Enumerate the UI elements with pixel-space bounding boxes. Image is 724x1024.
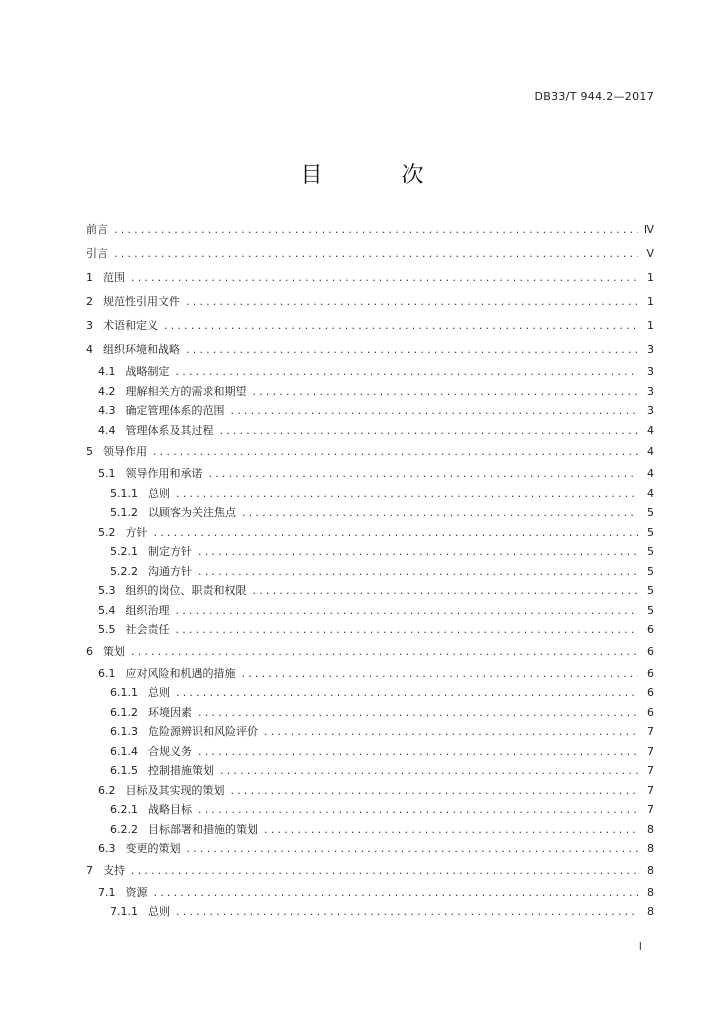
- toc-entry[interactable]: [86, 859, 654, 883]
- toc-entry-number: 6.3: [98, 842, 116, 855]
- table-of-contents: [86, 218, 654, 922]
- dot-leader: [231, 401, 639, 421]
- toc-entry-title: 应对风险和机遇的措施: [125, 666, 236, 680]
- toc-entry-page: 8: [647, 905, 654, 918]
- toc-entry-page: 4: [647, 467, 654, 480]
- dot-leader: [253, 382, 639, 402]
- toc-entry-number: 5.2.1: [110, 545, 138, 558]
- toc-entry-number: 4.4: [98, 423, 116, 437]
- toc-entry-title: 目标及其实现的策划: [125, 783, 225, 797]
- toc-entry-number: 6.2.1: [110, 803, 138, 816]
- toc-entry-title: 方针: [125, 525, 148, 539]
- toc-entry-title: 制定方针: [148, 545, 192, 558]
- toc-entry[interactable]: [86, 218, 654, 242]
- toc-entry-number: 2: [86, 295, 93, 308]
- dot-leader: [198, 562, 638, 582]
- toc-entry-page: 4: [647, 423, 654, 437]
- dot-leader: [242, 664, 639, 684]
- dot-leader: [153, 440, 638, 464]
- toc-entry-title: 领导作用和承诺: [125, 467, 203, 480]
- toc-entry-number: 6.1.5: [110, 764, 138, 777]
- dot-leader: [264, 722, 638, 742]
- dot-leader: [198, 703, 638, 723]
- toc-entry-page: 5: [647, 525, 654, 539]
- toc-entry-title: 战略制定: [125, 365, 170, 378]
- toc-entry[interactable]: [86, 820, 654, 840]
- document-code: DB33/T 944.2—2017: [534, 90, 654, 103]
- toc-entry-page: 3: [647, 384, 654, 398]
- toc-entry-title: 总则: [148, 905, 170, 918]
- toc-entry-page: 8: [647, 822, 654, 836]
- toc-entry-title: 术语和定义: [103, 319, 158, 332]
- toc-entry-page: 5: [647, 603, 654, 617]
- toc-entry-number: 4.1: [98, 365, 116, 378]
- toc-entry-number: 5.1.1: [110, 486, 138, 500]
- toc-entry-page: 6: [647, 644, 654, 658]
- toc-entry-page: 5: [647, 564, 654, 578]
- toc-entry[interactable]: [86, 683, 654, 703]
- toc-entry[interactable]: [86, 581, 654, 601]
- toc-entry-number: 1: [86, 271, 93, 284]
- dot-leader: [154, 523, 639, 543]
- toc-entry[interactable]: [86, 421, 654, 441]
- toc-entry-title: 支持: [103, 863, 125, 877]
- toc-entry-title: 社会责任: [125, 623, 170, 636]
- toc-entry-page: 6: [647, 623, 654, 636]
- toc-entry-page: 7: [647, 783, 654, 797]
- toc-entry-page: 3: [647, 343, 654, 356]
- toc-entry-page: 3: [647, 365, 654, 378]
- toc-entry-number: 4.2: [98, 384, 116, 398]
- toc-entry[interactable]: [86, 542, 654, 562]
- toc-entry-number: 6.1.4: [110, 744, 138, 758]
- toc-entry[interactable]: [86, 800, 654, 820]
- toc-entry[interactable]: [86, 640, 654, 664]
- toc-entry-title: 策划: [103, 644, 125, 658]
- dot-leader: [131, 859, 638, 883]
- toc-entry-number: 5.5: [98, 623, 116, 636]
- toc-entry-title: 前言: [86, 223, 108, 236]
- dot-leader: [176, 601, 639, 621]
- toc-entry-title: 总则: [148, 486, 170, 500]
- toc-entry-number: 6.1.3: [110, 725, 138, 738]
- dot-leader: [176, 484, 638, 504]
- toc-entry-page: 7: [647, 725, 654, 738]
- toc-entry[interactable]: [86, 382, 654, 402]
- dot-leader: [264, 820, 638, 840]
- toc-entry[interactable]: [86, 781, 654, 801]
- toc-entry-title: 管理体系及其过程: [125, 423, 214, 437]
- toc-entry[interactable]: [86, 703, 654, 723]
- toc-entry-title: 合规义务: [148, 744, 192, 758]
- toc-entry-page: 1: [647, 295, 654, 308]
- dot-leader: [220, 421, 639, 441]
- toc-entry-title: 规范性引用文件: [103, 295, 180, 308]
- toc-entry-page: 6: [647, 686, 654, 699]
- toc-entry[interactable]: [86, 242, 654, 266]
- toc-entry-page: 8: [647, 863, 654, 877]
- page-number: Ⅰ: [638, 940, 642, 953]
- dot-leader: [209, 464, 639, 484]
- toc-entry-title: 理解相关方的需求和期望: [125, 384, 247, 398]
- toc-entry-number: 5: [86, 445, 93, 458]
- toc-entry-number: 7.1: [98, 885, 116, 899]
- toc-entry[interactable]: [86, 464, 654, 484]
- toc-entry-number: 6.1: [98, 666, 116, 680]
- toc-entry-title: 危险源辨识和风险评价: [148, 725, 258, 738]
- dot-leader: [231, 781, 639, 801]
- toc-entry[interactable]: [86, 523, 654, 543]
- toc-entry-number: 5.3: [98, 584, 116, 597]
- dot-leader: [131, 640, 638, 664]
- toc-entry-title: 目标部署和措施的策划: [148, 822, 258, 836]
- toc-entry[interactable]: [86, 401, 654, 421]
- toc-entry-number: 7.1.1: [110, 905, 138, 918]
- dot-leader: [198, 542, 638, 562]
- toc-entry-title: 以顾客为关注焦点: [148, 506, 236, 519]
- toc-entry-number: 6.1.1: [110, 686, 138, 699]
- toc-entry-title: 沟通方针: [148, 564, 192, 578]
- toc-entry-title: 领导作用: [103, 445, 147, 458]
- toc-entry-number: 5.2.2: [110, 564, 138, 578]
- page-title: 目 次: [300, 163, 460, 188]
- dot-leader: [187, 839, 639, 859]
- toc-entry[interactable]: [86, 290, 654, 314]
- toc-entry-title: 总则: [148, 686, 170, 699]
- toc-entry[interactable]: [86, 664, 654, 684]
- toc-entry[interactable]: [86, 484, 654, 504]
- toc-entry-page: 5: [647, 545, 654, 558]
- toc-entry-title: 环境因素: [148, 705, 192, 719]
- toc-entry-title: 组织环境和战略: [103, 343, 180, 356]
- toc-entry-title: 确定管理体系的范围: [125, 404, 225, 417]
- toc-entry-page: 1: [647, 319, 654, 332]
- toc-entry-page: Ⅴ: [646, 247, 654, 260]
- dot-leader: [220, 761, 638, 781]
- dot-leader: [176, 362, 639, 382]
- toc-entry-page: 7: [647, 744, 654, 758]
- toc-entry[interactable]: [86, 440, 654, 464]
- toc-entry-number: 6.2.2: [110, 822, 138, 836]
- toc-entry[interactable]: [86, 722, 654, 742]
- dot-leader: [154, 883, 639, 903]
- toc-entry[interactable]: [86, 620, 654, 640]
- toc-entry-page: 8: [647, 885, 654, 899]
- dot-leader: [186, 290, 638, 314]
- toc-entry-number: 7: [86, 863, 93, 877]
- toc-entry-title: 控制措施策划: [148, 764, 214, 777]
- toc-entry-number: 6.2: [98, 783, 116, 797]
- toc-entry[interactable]: [86, 562, 654, 582]
- toc-entry-page: 6: [647, 705, 654, 719]
- dot-leader: [131, 266, 638, 290]
- toc-entry-page: 7: [647, 764, 654, 777]
- toc-entry-number: 6: [86, 644, 93, 658]
- toc-entry-number: 5.2: [98, 525, 116, 539]
- toc-entry-page: 3: [647, 404, 654, 417]
- dot-leader: [253, 581, 639, 601]
- toc-entry-number: 5.4: [98, 603, 116, 617]
- toc-entry-page: 8: [647, 842, 654, 855]
- toc-entry[interactable]: [86, 266, 654, 290]
- toc-entry-page: 5: [647, 506, 654, 519]
- toc-entry-number: 5.1.2: [110, 506, 138, 519]
- toc-entry-title: 范围: [103, 271, 125, 284]
- toc-entry-title: 组织治理: [125, 603, 170, 617]
- toc-entry-number: 3: [86, 319, 93, 332]
- toc-entry-page: 4: [647, 486, 654, 500]
- toc-entry[interactable]: [86, 601, 654, 621]
- toc-entry-title: 资源: [125, 885, 148, 899]
- toc-entry-page: 6: [647, 666, 654, 680]
- toc-entry-title: 战略目标: [148, 803, 192, 816]
- toc-entry[interactable]: [86, 742, 654, 762]
- toc-entry[interactable]: [86, 338, 654, 362]
- toc-entry-number: 4: [86, 343, 93, 356]
- dot-leader: [242, 503, 638, 523]
- toc-entry-page: 5: [647, 584, 654, 597]
- toc-entry[interactable]: [86, 314, 654, 338]
- toc-entry-number: 4.3: [98, 404, 116, 417]
- dot-leader: [114, 218, 638, 242]
- toc-entry[interactable]: [86, 503, 654, 523]
- toc-entry-page: 4: [647, 445, 654, 458]
- dot-leader: [198, 800, 638, 820]
- toc-entry-number: 5.1: [98, 467, 116, 480]
- toc-entry[interactable]: [86, 902, 654, 922]
- dot-leader: [176, 620, 639, 640]
- toc-entry-number: 6.1.2: [110, 705, 138, 719]
- toc-entry-page: 1: [647, 271, 654, 284]
- toc-entry-title: 变更的策划: [125, 842, 181, 855]
- dot-leader: [186, 338, 638, 362]
- dot-leader: [164, 314, 638, 338]
- dot-leader: [114, 242, 638, 266]
- toc-entry[interactable]: [86, 883, 654, 903]
- toc-entry[interactable]: [86, 362, 654, 382]
- toc-entry-page: 7: [647, 803, 654, 816]
- toc-entry-page: Ⅳ: [643, 223, 654, 236]
- dot-leader: [176, 683, 638, 703]
- dot-leader: [198, 742, 638, 762]
- toc-entry-title: 引言: [86, 247, 108, 260]
- toc-entry[interactable]: [86, 761, 654, 781]
- toc-entry[interactable]: [86, 839, 654, 859]
- toc-entry-title: 组织的岗位、职责和权限: [125, 584, 247, 597]
- dot-leader: [176, 902, 638, 922]
